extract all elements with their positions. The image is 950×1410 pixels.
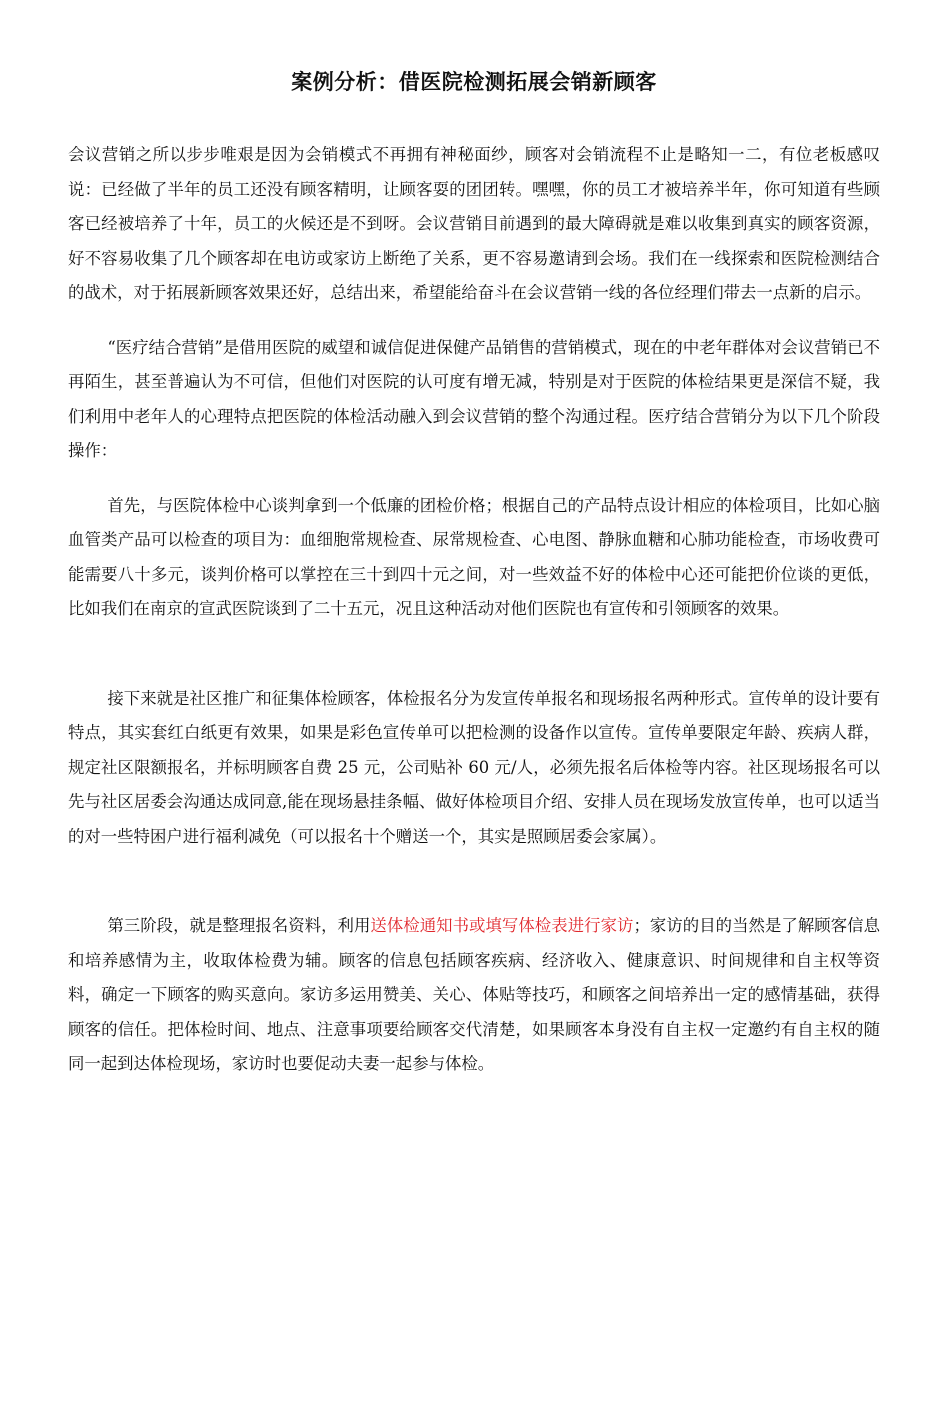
paragraph-stage-two: 接下来就是社区推广和征集体检顾客，体检报名分为发宣传单报名和现场报名两种形式。宣传单的设计要有特点，其实套红白纸更有效果，如果是彩色宣传单可以把检测的设备作以宣传。宣传单要限定年龄、疾病人群，规定社区限额报名，并标明顾客自费 25 元，公司贴补 60 元/人，必须先报名后体检等内容。社区现场报名可以先与社区居委会沟通达成同意,能在现场悬挂条幅、做好体检项目介绍、安排人员在现场发放宣传单，也可以适当的对一些特困户进行福利减免（可以报名十个赠送一个，其实是照顾居委会家属）。 (68, 688, 880, 846)
paragraph-stage-three (68, 909, 880, 1082)
paragraph-stage-one: 首先，与医院体检中心谈判拿到一个低廉的团检价格；根据自己的产品特点设计相应的体检项目，比如心脑血管类产品可以检查的项目为：血细胞常规检查、尿常规检查、心电图、静脉血糖和心肺功能检查，市场收费可能需要八十多元，谈判价格可以掌控在三十到四十元之间，对一些效益不好的体检中心还可能把价位谈的更低，比如我们在南京的宣武医院谈到了二十五元，况且这种活动对他们医院也有宣传和引领顾客的效果。 (68, 495, 880, 618)
paragraph-stage-three-rest: ；家访的目的当然是了解顾客信息和培养感情为主，收取体检费为辅。顾客的信息包括顾客疾病、经济收入、健康意识、时间规律和自主权等资料，确定一下顾客的购买意向。家访多运用赞美、关心、体贴等技巧，和顾客之间培养出一定的感情基础，获得顾客的信任。把体检时间、地点、注意事项要给顾客交代清楚，如果顾客本身没有自主权一定邀约有自主权的随同一起到达体检现场，家访时也要促动夫妻一起参与体检。 (68, 916, 881, 1073)
document-title: 案例分析：借医院检测拓展会销新顾客 (291, 70, 657, 94)
paragraph-intro: 会议营销之所以步步唯艰是因为会销模式不再拥有神秘面纱，顾客对会销流程不止是略知一二，有位老板感叹说：已经做了半年的员工还没有顾客精明，让顾客耍的团团转。嘿嘿，你的员工才被培养半年，你可知道有些顾客已经被培养了十年，员工的火候还是不到呀。会议营销目前遇到的最大障碍就是难以收集到真实的顾客资源，好不容易收集了几个顾客却在电访或家访上断绝了关系，更不容易邀请到会场。我们在一线探索和医院检测结合的战术，对于拓展新顾客效果还好，总结出来，希望能给奋斗在会议营销一线的各位经理们带去一点新的启示。 (68, 145, 880, 302)
paragraph-medical-marketing: “医疗结合营销”是借用医院的威望和诚信促进保健产品销售的营销模式，现在的中老年群体对会议营销已不再陌生，甚至普遍认为不可信，但他们对医院的认可度有增无减，特别是对于医院的体检结果更是深信不疑，我们利用中老年人的心理特点把医院的体检活动融入到会议营销的整个沟通过程。医疗结合营销分为以下几个阶段操作： (68, 337, 880, 460)
highlighted-text: 送体检通知书或填写体检表进行家访 (370, 916, 634, 935)
paragraph-stage-three-lead: 第三阶段，就是整理报名资料，利用 (107, 916, 371, 935)
document-page (0, 66, 950, 1410)
